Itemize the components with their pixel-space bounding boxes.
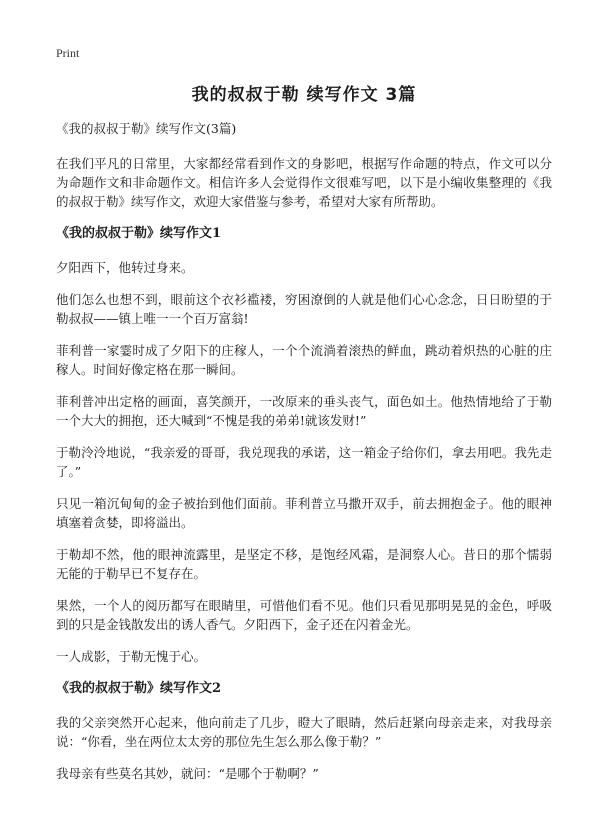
section-heading-2: 《我的叔叔于勒》续写作文2 bbox=[56, 681, 222, 696]
paragraph: 菲利普一家霎时成了夕阳下的庄稼人，一个个流淌着滚热的鲜血，跳动着炽热的心脏的庄稼人。时间好像定格在那一瞬间。 bbox=[56, 343, 552, 377]
paragraph: 只见一箱沉甸甸的金子被抬到他们面前。菲利普立马撒开双手，前去拥抱金子。他的眼神填塞着贪婪，即将溢出。 bbox=[56, 496, 552, 530]
paragraph: 夕阳西下，他转过身来。 bbox=[56, 260, 194, 275]
paragraph: 果然，一个人的阅历都写在眼睛里，可惜他们看不见。他们只看见那明晃晃的金色，呼吸到的只是金钱散发出的诱人香气。夕阳西下，金子还在闪着金光。 bbox=[56, 598, 552, 632]
page-title: 我的叔叔于勒 续写作文 3篇 bbox=[191, 85, 417, 105]
print-link[interactable]: Print bbox=[56, 46, 80, 60]
paragraph: 我母亲有些莫名其妙，就问：“是哪个于勒啊？” bbox=[56, 766, 319, 781]
paragraph: 于勒却不然，他的眼神流露里，是坚定不移，是饱经风霜，是洞察人心。昔日的那个懦弱无能的于勒早已不复存在。 bbox=[56, 547, 552, 581]
paragraph: 菲利普冲出定格的画面，喜笑颜开，一改原来的垂头丧气，面色如土。他热情地给了于勒一个大大的拥抱，还大喊到“不愧是我的弟弟!就该发财!” bbox=[56, 394, 552, 428]
paragraph: 一人成影，于勒无愧于心。 bbox=[56, 649, 207, 664]
intro-paragraph: 在我们平凡的日常里，大家都经常看到作文的身影吧，根据写作命题的特点，作文可以分为命题作文和非命题作文。相信许多人会觉得作文很难写吧，以下是小编收集整理的《我的叔叔于勒》续写作文，欢迎大家借鉴与参考，希望对大家有所帮助。 bbox=[56, 156, 552, 209]
paragraph: 于勒泠泠地说，“我亲爱的哥哥，我兑现我的承诺，这一箱金子给你们，拿去用吧。我先走了。” bbox=[56, 445, 552, 479]
article-subtitle: 《我的叔叔于勒》续写作文(3篇) bbox=[56, 121, 237, 136]
paragraph: 他们怎么也想不到，眼前这个衣衫褴褛，穷困潦倒的人就是他们心心念念，日日盼望的于勒叔叔——镇上唯一一个百万富翁! bbox=[56, 292, 552, 326]
paragraph: 我的父亲突然开心起来，他向前走了几步，瞪大了眼睛，然后赶紧向母亲走来，对我母亲说：“你看，坐在两位太太旁的那位先生怎么那么像于勒？” bbox=[56, 715, 552, 749]
article-body bbox=[56, 120, 552, 796]
section-heading-1: 《我的叔叔于勒》续写作文1 bbox=[56, 226, 222, 241]
